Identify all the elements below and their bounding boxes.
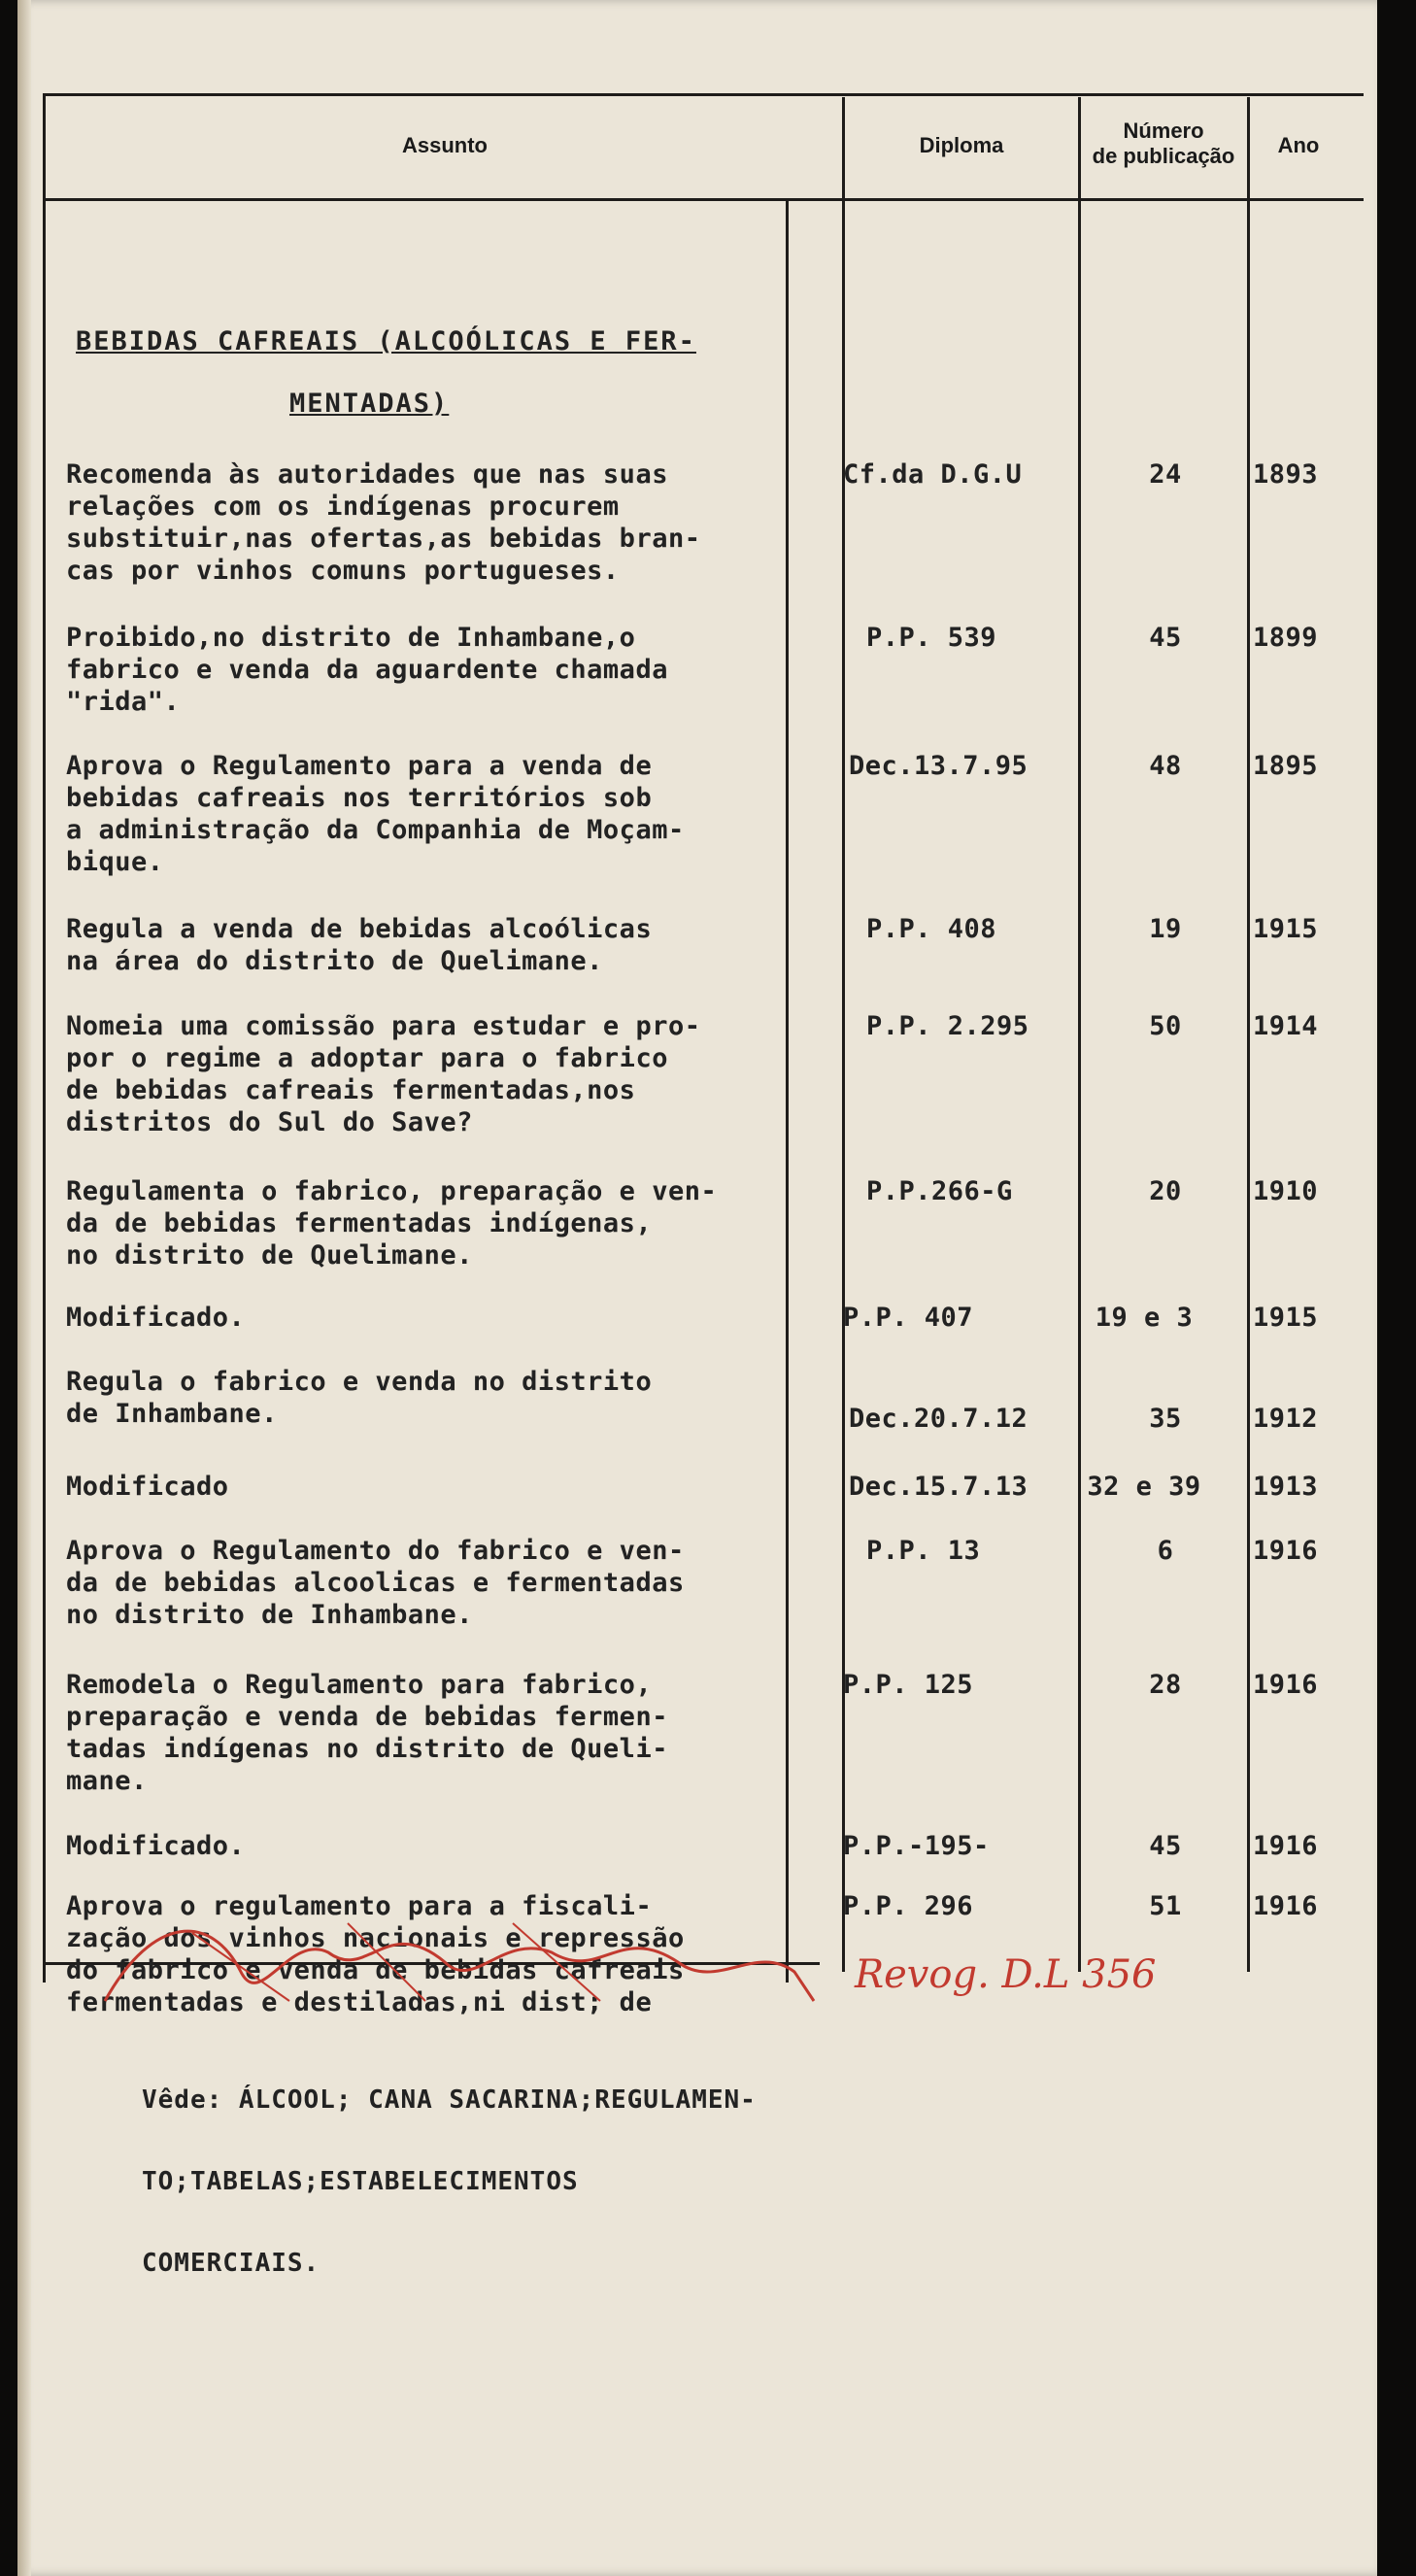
entry-2-numero: 45 xyxy=(1149,623,1182,653)
entry-3-numero: 48 xyxy=(1149,751,1182,781)
entry-6-assunto: Regulamenta o fabrico, preparação e ven- da de bebidas fermentadas indígenas, no distrito de Quelimane. xyxy=(66,1176,718,1271)
entry-6-numero: 20 xyxy=(1149,1176,1182,1206)
entry-11-ano: 1916 xyxy=(1253,1670,1319,1700)
entry-7-diploma: P.P. 407 xyxy=(843,1303,974,1333)
entry-3-diploma: Dec.13.7.95 xyxy=(849,751,1028,781)
entry-13-ano: 1916 xyxy=(1253,1891,1319,1921)
entry-13-numero: 51 xyxy=(1149,1891,1182,1921)
see-also-note: Vêde: ÁLCOOL; CANA SACARINA;REGULAMEN- TO;TABELAS;ESTABELECIMENTOS COMERCIAIS. xyxy=(142,2085,757,2278)
entry-4-assunto: Regula a venda de bebidas alcoólicas na área do distrito de Quelimane. xyxy=(66,914,653,976)
entry-3-assunto: Aprova o Regulamento para a venda de bebidas cafreais nos territórios sob a administração da Companhia de Moçam- bique. xyxy=(66,751,685,877)
section-title-line1: BEBIDAS CAFREAIS (ALCOÓLICAS E FER- xyxy=(76,326,696,356)
entry-10-assunto: Aprova o Regulamento do fabrico e ven- da de bebidas alcoolicas e fermentadas no distrito de Inhambane. xyxy=(66,1536,685,1630)
entry-12-numero: 45 xyxy=(1149,1831,1182,1861)
entry-5-assunto: Nomeia uma comissão para estudar e pro- por o regime a adoptar para o fabrico de bebidas cafreais fermentadas,nos distritos do Sul do Save? xyxy=(66,1011,701,1137)
header-bottom-border xyxy=(43,198,1364,201)
entry-1-ano: 1893 xyxy=(1253,459,1319,490)
entry-2-diploma: P.P. 539 xyxy=(866,623,997,653)
entry-11-numero: 28 xyxy=(1149,1670,1182,1700)
header-diploma: Diploma xyxy=(919,133,1004,157)
entry-7-assunto: Modificado. xyxy=(66,1303,246,1333)
left-border xyxy=(43,93,46,1983)
header-numero: Número de publicação xyxy=(1092,119,1235,168)
entry-4-diploma: P.P. 408 xyxy=(866,914,997,944)
entry-8-diploma: Dec.20.7.12 xyxy=(849,1404,1028,1434)
numero-left-rule xyxy=(1078,97,1081,1972)
entry-6-ano: 1910 xyxy=(1253,1176,1319,1206)
entry-3-ano: 1895 xyxy=(1253,751,1319,781)
top-border xyxy=(43,93,1364,96)
entry-8-ano: 1912 xyxy=(1253,1404,1319,1434)
entry-12-assunto: Modificado. xyxy=(66,1831,246,1861)
entry-1-numero: 24 xyxy=(1149,459,1182,490)
entry-9-assunto: Modificado xyxy=(66,1472,229,1502)
entry-11-diploma: P.P. 125 xyxy=(843,1670,974,1700)
entry-8-numero: 35 xyxy=(1149,1404,1182,1434)
entry-7-numero: 19 e 3 xyxy=(1095,1303,1194,1333)
revocation-annotation: Revog. D.L 356 xyxy=(855,1952,1157,1997)
entry-12-ano: 1916 xyxy=(1253,1831,1319,1861)
entry-5-diploma: P.P. 2.295 xyxy=(866,1011,1029,1041)
entry-2-assunto: Proibido,no distrito de Inhambane,o fabrico e venda da aguardente chamada "rida". xyxy=(66,623,668,717)
entry-1-assunto: Recomenda às autoridades que nas suas relações com os indígenas procurem substituir,nas ofertas,as bebidas bran- cas por vinhos comuns portugueses. xyxy=(66,459,701,586)
document-page xyxy=(17,0,1377,2576)
header-assunto: Assunto xyxy=(402,133,488,157)
entry-8-assunto: Regula o fabrico e venda no distrito de Inhambane. xyxy=(66,1367,653,1429)
entry-10-diploma: P.P. 13 xyxy=(866,1536,981,1566)
header-ano: Ano xyxy=(1277,133,1320,157)
entry-6-diploma: P.P.266-G xyxy=(866,1176,1013,1206)
entry-11-assunto: Remodela o Regulamento para fabrico, preparação e venda de bebidas fermen- tadas indígenas no distrito de Queli- mane. xyxy=(66,1670,668,1796)
entry-1-diploma: Cf.da D.G.U xyxy=(843,459,1023,490)
entry-2-ano: 1899 xyxy=(1253,623,1319,653)
entry-7-ano: 1915 xyxy=(1253,1303,1319,1333)
entry-9-numero: 32 e 39 xyxy=(1087,1472,1201,1502)
entry-13-diploma: P.P. 296 xyxy=(843,1891,974,1921)
entry-9-ano: 1913 xyxy=(1253,1472,1319,1502)
entry-10-ano: 1916 xyxy=(1253,1536,1319,1566)
entry-9-diploma: Dec.15.7.13 xyxy=(849,1472,1028,1502)
entry-4-ano: 1915 xyxy=(1253,914,1319,944)
entry-12-diploma: P.P.-195- xyxy=(843,1831,990,1861)
ano-left-rule xyxy=(1247,97,1250,1972)
entry-5-ano: 1914 xyxy=(1253,1011,1319,1041)
entry-4-numero: 19 xyxy=(1149,914,1182,944)
entry-13-assunto: Aprova o regulamento para a fiscali- zação dos vinhos nacionais e repressão do fabrico e venda de bebidas cafreais fermentadas e destiladas,ni dist; de xyxy=(66,1891,685,2017)
section-title-line2: MENTADAS) xyxy=(289,389,450,419)
entry-10-numero: 6 xyxy=(1157,1536,1174,1566)
entry-5-numero: 50 xyxy=(1149,1011,1182,1041)
